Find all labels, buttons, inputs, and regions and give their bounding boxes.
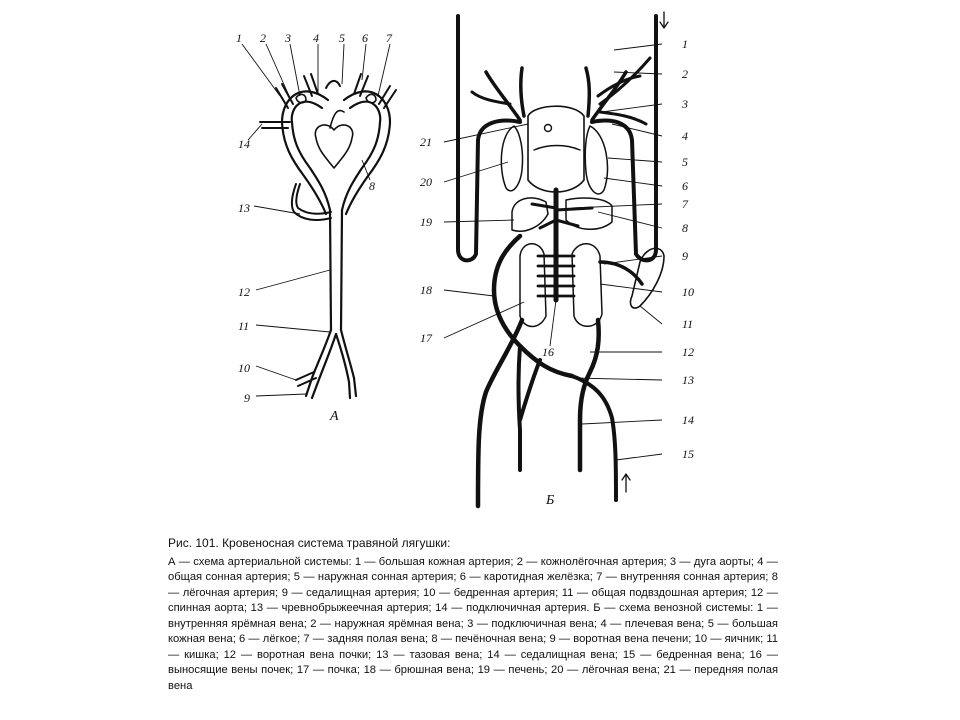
label-a-14: 14: [238, 137, 250, 151]
label-b-11: 11: [682, 317, 694, 331]
label-a-1: 1: [236, 31, 242, 45]
label-a-13: 13: [238, 201, 250, 215]
label-b-6: 6: [682, 179, 688, 193]
left-cutaneous-vein-loop: [458, 16, 520, 260]
label-b-18: 18: [420, 283, 432, 297]
labels-a: [236, 31, 393, 424]
label-b-19: 19: [420, 215, 432, 229]
label-b-14: 14: [682, 413, 694, 427]
right-aortic-arch: [342, 102, 380, 210]
label-b-16: 16: [542, 345, 554, 359]
label-a-6: 6: [362, 31, 368, 45]
label-b-12: 12: [682, 345, 694, 359]
label-b-3: 3: [682, 97, 688, 111]
label-b-9: 9: [682, 249, 688, 263]
label-b-7: 7: [682, 197, 688, 211]
label-b-1: 1: [682, 37, 688, 51]
left-lung: [501, 126, 522, 191]
flow-arrow-top: [660, 12, 668, 28]
label-b-20: 20: [420, 175, 432, 189]
left-jugular-vein: [486, 72, 520, 120]
label-b-8: 8: [682, 221, 688, 235]
right-jugular-vein-2: [586, 68, 589, 116]
panel-label-b: Б: [546, 493, 555, 508]
right-iliac-artery-wall: [336, 334, 350, 398]
label-b-15: 15: [682, 447, 694, 461]
external-jugular-vein: [598, 76, 640, 96]
label-b-2: 2: [682, 67, 688, 81]
left-iliac-artery: [306, 330, 331, 396]
label-a-4: 4: [313, 31, 319, 45]
caption-body: А — схема артериальной системы: 1 — большая кожная артерия; 2 — кожнолёгочная артерия; 3 — дуга аорты; 4 — общая сонная артерия; 5 — наружная сонная артерия; 6 — каротидная желёзка; 7 — внутренняя сонная артерия; 8 — лёгочная артерия; 9 — седалищная артерия; 10 — бедренная артерия; 11 — общая подвздошная артерия; 12 — спинная аорта; 13 — чревнобрыжеечная артерия; 14 — подключичная артерия. Б — схема венозной системы: 1 — внутренняя ярёмная вена; 2 — наружная ярёмная вена; 3 — подключичная вена; 4 — плечевая вена; 5 — большая кожная вена; 6 — лёгкое; 7 — задняя полая вена; 8 — печёночная вена; 9 — воротная вена печени; 10 — яичник; 11 — кишка; 12 — воротная вена почки; 13 — тазовая вена; 14 — седалищная вена; 15 — бедренная вена; 16 — выносящие вены почек; 17 — почка; 18 — брюшная вена; 19 — печень; 20 — лёгочная вена; 21 — передняя полая вена: [168, 555, 778, 692]
left-carotid-artery: [304, 76, 312, 96]
dorsal-aorta-wall: [341, 210, 342, 330]
heart: [315, 125, 352, 168]
label-b-13: 13: [682, 373, 694, 387]
label-a-12: 12: [238, 285, 250, 299]
right-carotid-artery: [360, 76, 368, 96]
pelvic-vein-left: [519, 346, 521, 470]
heart-ventricle: [534, 146, 580, 151]
panel-label-a: А: [330, 409, 339, 424]
flow-arrow-bottom: [622, 474, 630, 492]
label-a-8: 8: [369, 179, 375, 193]
sinus-dot: [545, 125, 552, 132]
femoral-artery-wall: [298, 378, 316, 386]
label-a-3: 3: [285, 31, 291, 45]
label-b-10: 10: [682, 285, 694, 299]
figure-caption: [168, 536, 778, 694]
label-a-5: 5: [339, 31, 345, 45]
label-a-10: 10: [238, 361, 250, 375]
right-kidney: [572, 244, 602, 327]
left-jugular-vein-2: [521, 68, 524, 116]
label-b-17: 17: [420, 331, 432, 345]
venous-system-diagram: [458, 12, 668, 506]
label-b-21: 21: [420, 135, 432, 149]
label-a-7: 7: [386, 31, 392, 45]
right-aortic-arch-outer: [344, 91, 390, 214]
sciatic-vein: [520, 360, 540, 420]
label-a-2: 2: [260, 31, 266, 45]
renal-portal-vein-left: [478, 320, 522, 506]
label-a-9: 9: [244, 391, 250, 405]
external-carotid-artery: [326, 81, 340, 88]
arterial-system-diagram: [260, 74, 396, 398]
dorsal-aorta: [330, 210, 331, 330]
caption-title: Рис. 101. Кровеносная система травяной лягушки:: [168, 536, 451, 550]
label-a-11: 11: [238, 319, 250, 333]
right-lung: [585, 126, 607, 194]
label-b-5: 5: [682, 155, 688, 169]
renal-portal-vein-right: [580, 320, 599, 470]
label-b-4: 4: [682, 129, 688, 143]
